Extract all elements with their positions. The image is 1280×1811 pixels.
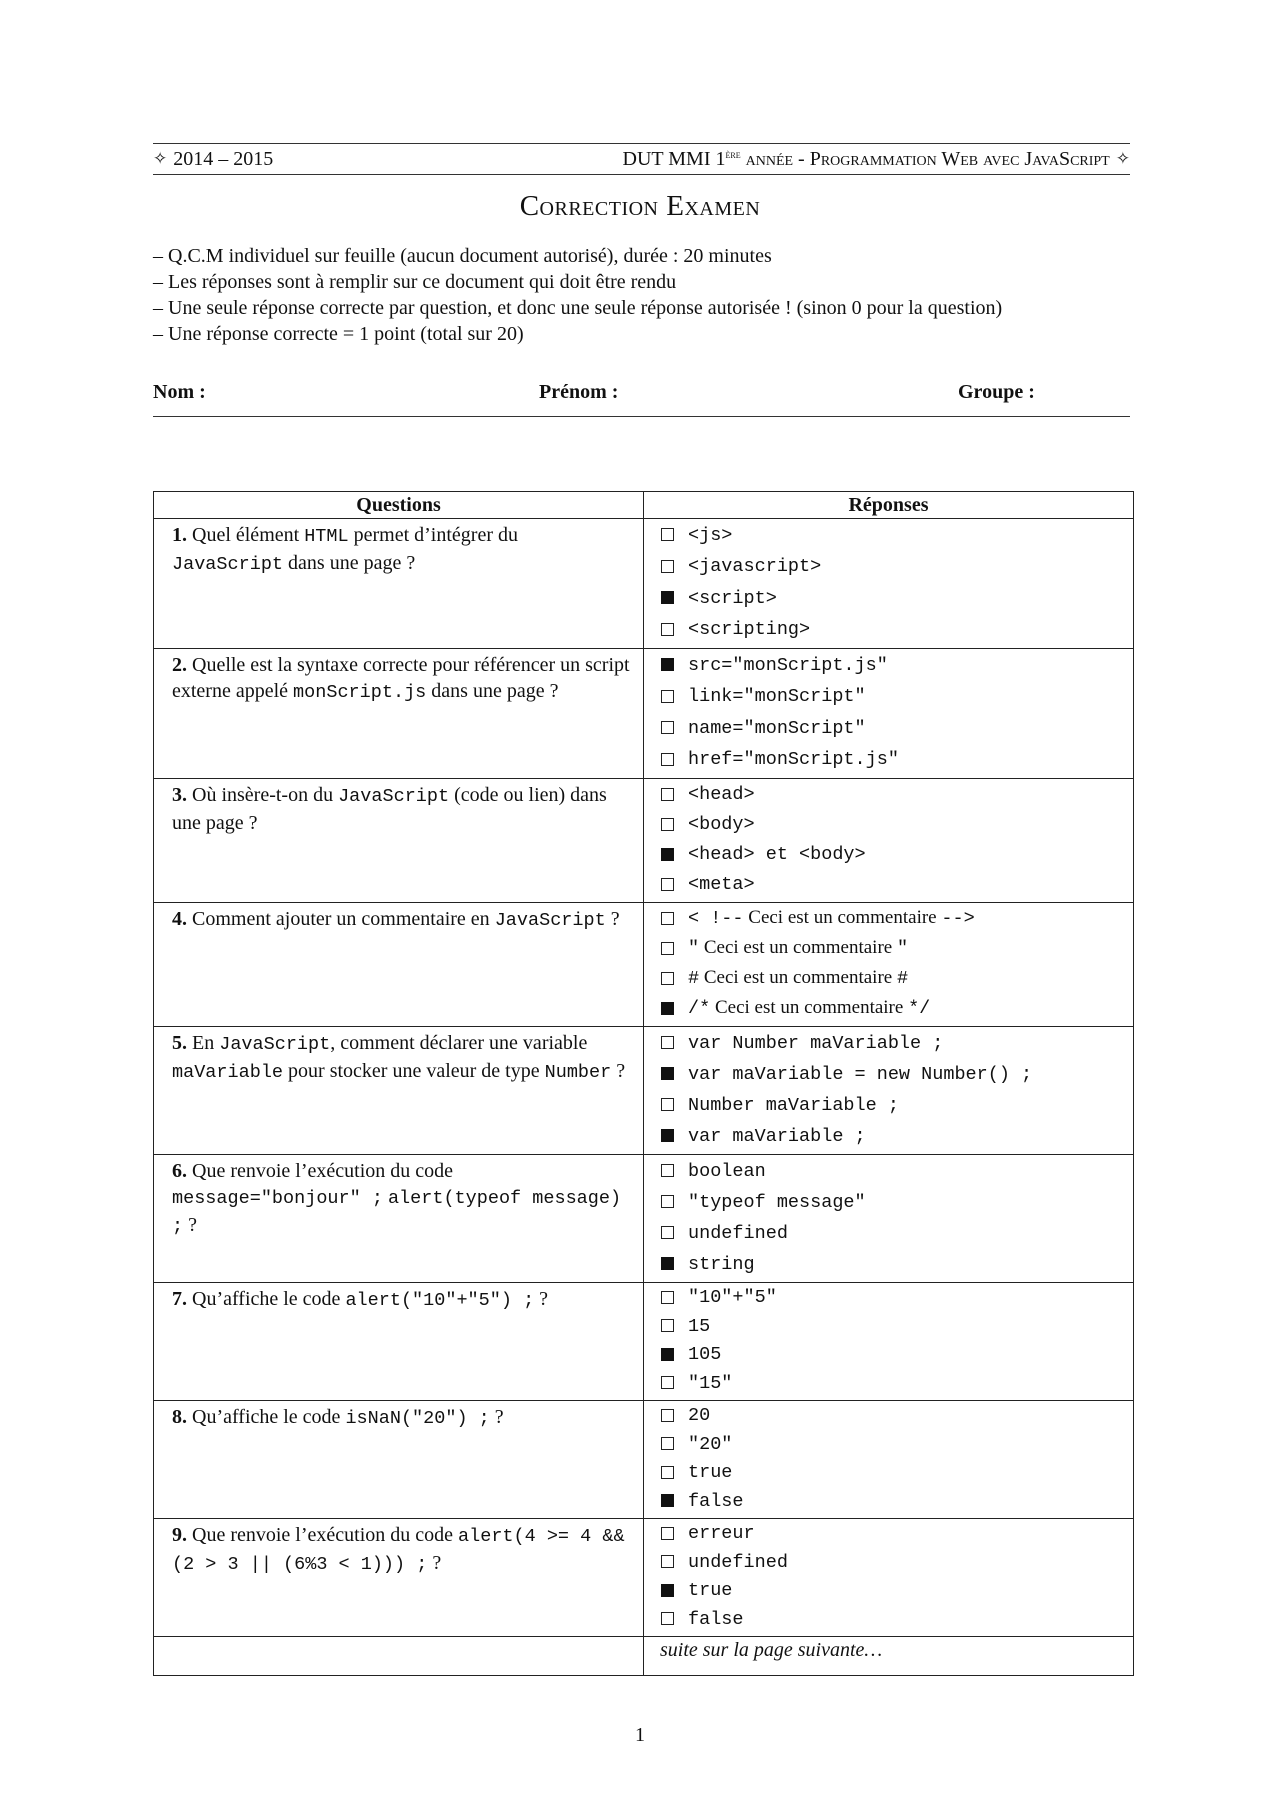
answer-option[interactable] xyxy=(661,1401,1133,1430)
code-fragment: "15" xyxy=(688,1372,733,1394)
qcm-table xyxy=(153,491,1134,1676)
code-fragment: 15 xyxy=(688,1315,711,1337)
course-prefix: DUT MMI 1 xyxy=(622,148,726,170)
text-fragment: dans une page ? xyxy=(426,680,559,702)
text-fragment: ? xyxy=(611,1060,626,1082)
question-row xyxy=(154,1519,1134,1637)
text-fragment: Comment ajouter un commentaire en xyxy=(192,908,495,930)
code-fragment: src="monScript.js" xyxy=(688,654,888,676)
code-fragment: "20" xyxy=(688,1433,733,1455)
answers-cell xyxy=(644,1155,1134,1283)
text-fragment: ? xyxy=(605,908,620,930)
code-fragment: var maVariable ; xyxy=(688,1125,866,1147)
code-fragment: <script> xyxy=(688,587,777,609)
answer-label xyxy=(688,967,908,989)
unchecked-box-icon[interactable] xyxy=(661,1291,674,1304)
answer-option[interactable] xyxy=(661,1058,1133,1089)
code-fragment: erreur xyxy=(688,1523,755,1545)
code-fragment: true xyxy=(688,1580,733,1602)
text-fragment: Que renvoie l’exécution du code xyxy=(192,1524,459,1546)
text-fragment: ? xyxy=(489,1406,504,1428)
text-fragment: Où insère-t-on du xyxy=(192,784,339,806)
answers-cell xyxy=(644,903,1134,1027)
answer-option[interactable] xyxy=(661,1186,1133,1217)
answer-option[interactable] xyxy=(661,1120,1133,1151)
answer-label xyxy=(688,685,866,707)
answer-option[interactable] xyxy=(661,993,1133,1023)
answer-option[interactable] xyxy=(661,1217,1133,1248)
answer-label xyxy=(688,937,908,959)
answer-option[interactable] xyxy=(661,809,1133,839)
text-fragment: En xyxy=(192,1032,220,1054)
unchecked-box-icon[interactable] xyxy=(661,912,674,925)
answer-label xyxy=(688,783,755,805)
code-fragment: string xyxy=(688,1253,755,1275)
answer-option[interactable] xyxy=(661,1155,1133,1186)
answer-option[interactable] xyxy=(661,933,1133,963)
code-fragment: 20 xyxy=(688,1405,711,1427)
answer-option[interactable] xyxy=(661,681,1133,713)
code-fragment: true xyxy=(688,1462,733,1484)
question-cell xyxy=(154,1027,644,1155)
question-number: 1. xyxy=(172,524,192,546)
answer-option[interactable] xyxy=(661,1248,1133,1279)
code-fragment: JavaScript xyxy=(172,554,284,575)
question-row xyxy=(154,903,1134,1027)
answer-label xyxy=(688,1315,710,1337)
text-fragment: ? xyxy=(427,1552,442,1574)
question-cell xyxy=(154,779,644,903)
answer-label xyxy=(688,1343,721,1365)
code-fragment: */ xyxy=(908,998,931,1019)
course-title xyxy=(623,147,1110,171)
answers-cell xyxy=(644,779,1134,903)
answer-label xyxy=(688,748,899,770)
answer-option[interactable] xyxy=(661,712,1133,744)
answer-option[interactable] xyxy=(661,1430,1133,1459)
checked-box-icon[interactable] xyxy=(661,658,674,671)
unchecked-box-icon[interactable] xyxy=(661,1036,674,1049)
answer-option[interactable] xyxy=(661,614,1133,646)
text-fragment: Quelle est la syntaxe correcte pour référencer un script externe appelé xyxy=(172,654,630,702)
code-fragment: maVariable xyxy=(172,1062,284,1083)
code-fragment: " xyxy=(896,938,909,959)
answer-label xyxy=(688,1404,710,1426)
text-fragment: (code ou lien) dans une page ? xyxy=(172,784,607,834)
question-number: 7. xyxy=(172,1288,192,1310)
questions-header: Questions xyxy=(154,492,644,519)
answer-label xyxy=(688,1286,777,1308)
answers-cell xyxy=(644,649,1134,779)
running-header xyxy=(153,143,1130,175)
unchecked-box-icon[interactable] xyxy=(661,753,674,766)
code-fragment: < !-- xyxy=(688,908,744,929)
answer-option[interactable] xyxy=(661,903,1133,933)
answer-option[interactable] xyxy=(661,1089,1133,1120)
code-fragment: --> xyxy=(941,908,975,929)
answer-label xyxy=(688,907,975,929)
unchecked-box-icon[interactable] xyxy=(661,942,674,955)
text-fragment: Que renvoie l’exécution du code xyxy=(192,1160,454,1182)
unchecked-box-icon[interactable] xyxy=(661,1466,674,1479)
checked-box-icon[interactable] xyxy=(661,1129,674,1142)
answer-label xyxy=(688,524,732,546)
code-fragment: alert(4 >= 4 && (2 > 3 || (6%3 < 1))) ; xyxy=(172,1526,625,1575)
question-row xyxy=(154,519,1134,649)
code-fragment: JavaScript xyxy=(219,1034,331,1055)
question-number: 9. xyxy=(172,1524,192,1546)
code-fragment: Number maVariable ; xyxy=(688,1094,899,1116)
answer-label xyxy=(688,813,755,835)
code-fragment: undefined xyxy=(688,1551,788,1573)
unchecked-box-icon[interactable] xyxy=(661,528,674,541)
answer-option[interactable] xyxy=(661,582,1133,614)
answer-label xyxy=(688,1551,788,1573)
sparkle-icon: ✧ xyxy=(1115,149,1130,169)
answers-cell xyxy=(644,1401,1134,1519)
answer-label xyxy=(688,1490,744,1512)
instruction-line: – Une seule réponse correcte par question, et donc une seule réponse autorisée ! (sinon 0 pour la question) xyxy=(153,297,1003,319)
text-fragment: , comment déclarer une variable xyxy=(330,1032,588,1054)
question-cell xyxy=(154,1401,644,1519)
unchecked-box-icon[interactable] xyxy=(661,690,674,703)
nom-label: Nom : xyxy=(153,381,206,403)
code-fragment: isNaN("20") ; xyxy=(345,1408,490,1429)
course-ordinal: ère xyxy=(725,147,741,161)
unchecked-box-icon[interactable] xyxy=(661,1555,674,1568)
question-number: 3. xyxy=(172,784,192,806)
answer-option[interactable] xyxy=(661,1519,1133,1548)
answer-option[interactable] xyxy=(661,1283,1133,1312)
checked-box-icon[interactable] xyxy=(661,591,674,604)
code-fragment: alert("10"+"5") ; xyxy=(345,1290,535,1311)
answer-label xyxy=(688,1433,732,1455)
answer-option[interactable] xyxy=(661,1027,1133,1058)
answers-cell xyxy=(644,1519,1134,1637)
unchecked-box-icon[interactable] xyxy=(661,1319,674,1332)
text-fragment: Qu’affiche le code xyxy=(192,1406,346,1428)
answer-option[interactable] xyxy=(661,649,1133,681)
text-fragment: ? xyxy=(183,1214,197,1236)
code-fragment: <head> et <body> xyxy=(688,844,866,865)
unchecked-box-icon[interactable] xyxy=(661,623,674,636)
continuation-note: suite sur la page suivante… xyxy=(644,1637,1134,1676)
question-cell xyxy=(154,903,644,1027)
unchecked-box-icon[interactable] xyxy=(661,721,674,734)
question-cell xyxy=(154,1283,644,1401)
answer-label xyxy=(688,1579,732,1601)
answers-header: Réponses xyxy=(644,492,1134,519)
answer-label xyxy=(688,587,777,609)
text-fragment: permet d’intégrer du xyxy=(348,524,518,546)
unchecked-box-icon[interactable] xyxy=(661,1527,674,1540)
answer-option[interactable] xyxy=(661,779,1133,809)
question-cell xyxy=(154,1519,644,1637)
checked-box-icon[interactable] xyxy=(661,1584,674,1597)
code-fragment: # xyxy=(896,968,909,989)
unchecked-box-icon[interactable] xyxy=(661,878,674,891)
document-title: Correction Examen xyxy=(519,190,761,222)
code-fragment: <javascript> xyxy=(688,556,822,578)
code-fragment: undefined xyxy=(688,1222,788,1244)
code-fragment: monScript.js xyxy=(293,682,427,703)
code-fragment: var maVariable = new Number() ; xyxy=(688,1063,1033,1085)
code-fragment: boolean xyxy=(688,1160,766,1182)
question-row xyxy=(154,779,1134,903)
school-year: 2014 – 2015 xyxy=(173,147,274,170)
instruction-line: – Les réponses sont à remplir sur ce document qui doit être rendu xyxy=(153,271,677,293)
unchecked-box-icon[interactable] xyxy=(661,1437,674,1450)
checked-box-icon[interactable] xyxy=(661,1348,674,1361)
question-number: 8. xyxy=(172,1406,192,1428)
code-fragment: JavaScript xyxy=(338,786,450,807)
unchecked-box-icon[interactable] xyxy=(661,560,674,573)
question-row xyxy=(154,1155,1134,1283)
answer-label xyxy=(688,1522,755,1544)
answer-option[interactable] xyxy=(661,519,1133,551)
student-identity-row xyxy=(153,377,1130,417)
continuation-row xyxy=(154,1637,1134,1676)
code-fragment: alert(typeof message) ; xyxy=(172,1188,622,1237)
code-fragment: href="monScript.js" xyxy=(688,749,899,771)
code-fragment: <body> xyxy=(688,814,755,835)
answer-label xyxy=(688,618,810,640)
checked-box-icon[interactable] xyxy=(661,848,674,861)
code-fragment: <js> xyxy=(688,524,733,546)
answer-label xyxy=(688,1253,755,1275)
code-fragment: "10"+"5" xyxy=(688,1287,777,1309)
question-number: 5. xyxy=(172,1032,192,1054)
code-fragment: # xyxy=(688,968,700,989)
instruction-line: – Une réponse correcte = 1 point (total sur 20) xyxy=(153,323,524,345)
question-cell xyxy=(154,519,644,649)
code-fragment: 105 xyxy=(688,1344,722,1366)
code-fragment: <scripting> xyxy=(688,619,811,641)
unchecked-box-icon[interactable] xyxy=(661,1226,674,1239)
unchecked-box-icon[interactable] xyxy=(661,1409,674,1422)
answer-option[interactable] xyxy=(661,1312,1133,1341)
answer-option[interactable] xyxy=(661,1576,1133,1605)
answer-label xyxy=(688,717,866,739)
code-fragment: false xyxy=(688,1608,744,1630)
answer-label xyxy=(688,1461,732,1483)
code-fragment: "typeof message" xyxy=(688,1191,866,1213)
question-number: 4. xyxy=(172,908,192,930)
answer-option[interactable] xyxy=(661,1605,1133,1634)
answer-label xyxy=(688,1222,788,1244)
unchecked-box-icon[interactable] xyxy=(661,818,674,831)
answer-option[interactable] xyxy=(661,744,1133,776)
code-fragment: JavaScript xyxy=(494,910,606,931)
answer-label xyxy=(688,1094,899,1116)
answer-label xyxy=(688,843,866,865)
text-fragment: ? xyxy=(534,1288,549,1310)
code-fragment: message="bonjour" ; xyxy=(172,1188,383,1209)
unchecked-box-icon[interactable] xyxy=(661,1195,674,1208)
text-fragment: Ceci est un commentaire xyxy=(699,967,897,988)
checked-box-icon[interactable] xyxy=(661,1257,674,1270)
answer-option[interactable] xyxy=(661,963,1133,993)
code-fragment: HTML xyxy=(304,526,349,547)
code-fragment: Number xyxy=(544,1062,612,1083)
answers-cell xyxy=(644,1283,1134,1401)
instruction-line: – Q.C.M individuel sur feuille (aucun document autorisé), durée : 20 minutes xyxy=(153,245,772,267)
answer-option[interactable] xyxy=(661,869,1133,899)
answer-label xyxy=(688,873,755,895)
answer-option[interactable] xyxy=(661,1458,1133,1487)
question-row xyxy=(154,1401,1134,1519)
code-fragment: <head> xyxy=(688,784,755,805)
unchecked-box-icon[interactable] xyxy=(661,1612,674,1625)
groupe-label: Groupe : xyxy=(958,381,1035,403)
code-fragment: name="monScript" xyxy=(688,717,866,739)
code-fragment: " xyxy=(688,938,700,959)
prenom-label: Prénom : xyxy=(539,381,619,403)
answer-option[interactable] xyxy=(661,839,1133,869)
text-fragment: dans une page ? xyxy=(283,552,416,574)
question-number: 6. xyxy=(172,1160,192,1182)
sparkle-icon: ✧ xyxy=(153,149,168,169)
answer-label xyxy=(688,997,930,1019)
question-cell xyxy=(154,1155,644,1283)
answers-cell xyxy=(644,1027,1134,1155)
answer-option[interactable] xyxy=(661,1369,1133,1398)
unchecked-box-icon[interactable] xyxy=(661,972,674,985)
answer-label xyxy=(688,1191,866,1213)
code-fragment: false xyxy=(688,1490,744,1512)
course-suffix: année - Programmation Web avec JavaScript xyxy=(745,148,1110,170)
text-fragment: pour stocker une valeur de type xyxy=(283,1060,545,1082)
exam-instructions xyxy=(153,243,1153,347)
question-row xyxy=(154,1283,1134,1401)
text-fragment: Ceci est un commentaire xyxy=(710,997,909,1018)
text-fragment: Ceci est un commentaire xyxy=(699,937,897,958)
checked-box-icon[interactable] xyxy=(661,1067,674,1080)
answer-label xyxy=(688,1063,1032,1085)
answer-label xyxy=(688,1032,943,1054)
question-row xyxy=(154,1027,1134,1155)
text-fragment: Qu’affiche le code xyxy=(192,1288,346,1310)
unchecked-box-icon[interactable] xyxy=(661,1098,674,1111)
checked-box-icon[interactable] xyxy=(661,1494,674,1507)
answer-option[interactable] xyxy=(661,1340,1133,1369)
code-fragment: /* xyxy=(688,998,711,1019)
answer-option[interactable] xyxy=(661,551,1133,583)
answer-option[interactable] xyxy=(661,1487,1133,1516)
question-number: 2. xyxy=(172,654,192,676)
table-header-row xyxy=(154,492,1134,519)
code-fragment: link="monScript" xyxy=(688,686,866,708)
answer-label xyxy=(688,1160,766,1182)
empty-cell xyxy=(154,1637,644,1676)
text-fragment: Quel élément xyxy=(192,524,305,546)
unchecked-box-icon[interactable] xyxy=(661,1376,674,1389)
question-row xyxy=(154,649,1134,779)
text-fragment: Ceci est un commentaire xyxy=(743,907,942,928)
answer-option[interactable] xyxy=(661,1548,1133,1577)
question-cell xyxy=(154,649,644,779)
page-number: 1 xyxy=(635,1724,645,1746)
answer-label xyxy=(688,555,821,577)
code-fragment: var Number maVariable ; xyxy=(688,1032,944,1054)
answer-label xyxy=(688,1608,744,1630)
checked-box-icon[interactable] xyxy=(661,1002,674,1015)
answers-cell xyxy=(644,519,1134,649)
unchecked-box-icon[interactable] xyxy=(661,788,674,801)
answer-label xyxy=(688,1125,866,1147)
answer-label xyxy=(688,1372,732,1394)
unchecked-box-icon[interactable] xyxy=(661,1164,674,1177)
code-fragment: <meta> xyxy=(688,874,755,895)
answer-label xyxy=(688,654,888,676)
